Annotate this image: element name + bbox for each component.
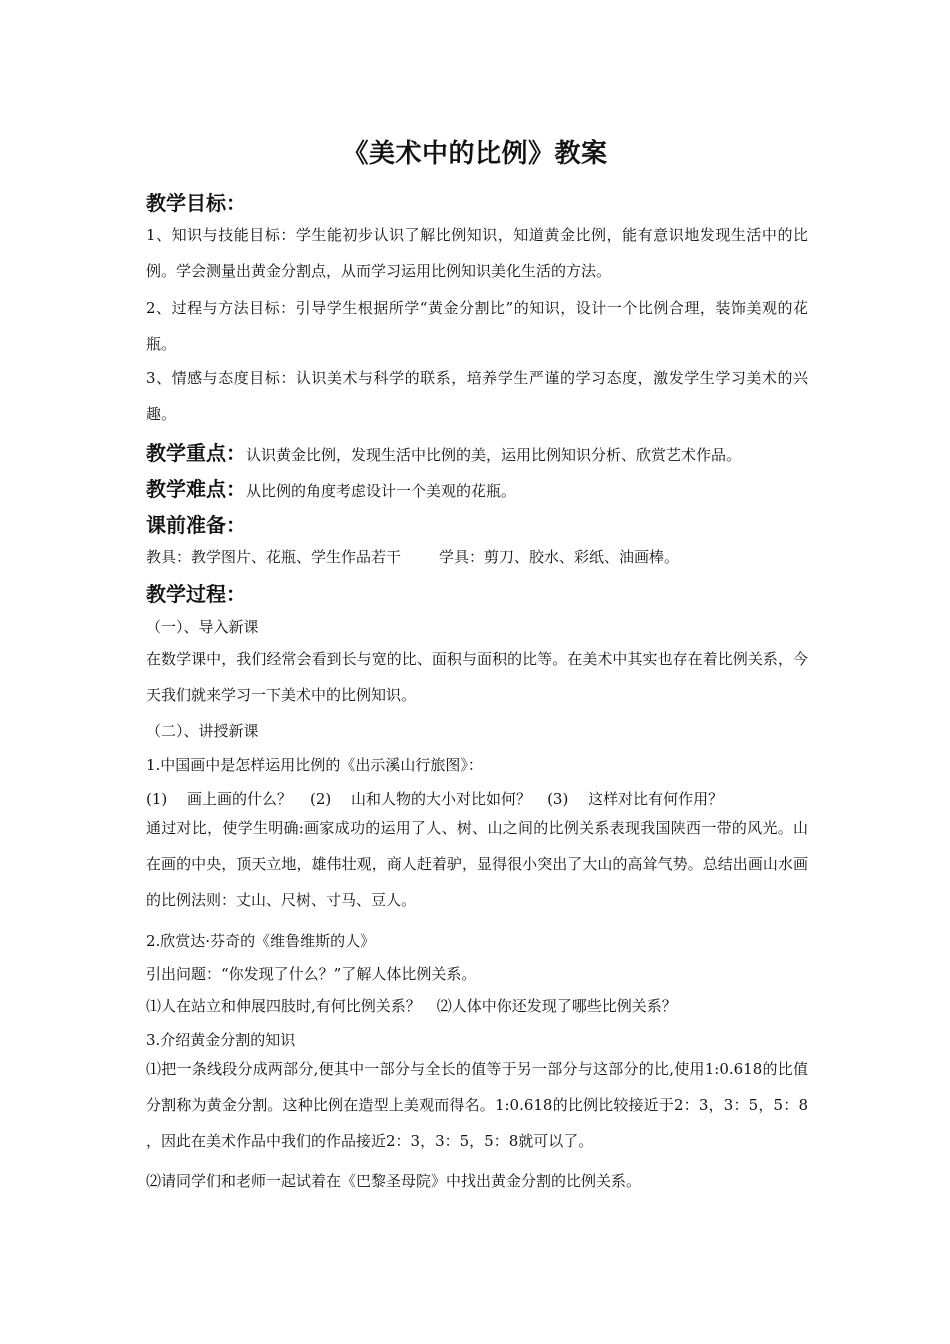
- objective-item-3: 3、情感与态度目标：认识美术与科学的联系，培养学生严谨的学习态度，激发学生学习美术的兴趣。: [146, 369, 808, 423]
- preparation-line: [146, 546, 679, 567]
- section1-question-2: (2) 山和人物的大小对比如何？: [310, 790, 532, 808]
- part2-title: （二）、讲授新课: [146, 722, 259, 740]
- process-heading: 教学过程：: [146, 582, 246, 606]
- section2-question-2: ⑵人体中你还发现了哪些比例关系？: [436, 997, 677, 1015]
- section3-item-2: ⑵请同学们和老师一起试着在《巴黎圣母院》中找出黄金分割的比例关系。: [146, 1172, 642, 1190]
- section1-text: 通过对比，使学生明确:画家成功的运用了人、树、山之间的比例关系表现我国陕西一带的风光。山在画的中央，顶天立地，雄伟壮观，商人赶着驴，显得很小突出了大山的高耸气势。总结出画山水画的比例法则：丈山、尺树、寸马、豆人。: [146, 819, 808, 909]
- section2-questions: [146, 995, 677, 1016]
- objective-item-1: 1、知识与技能目标：学生能初步认识了解比例知识，知道黄金比例，能有意识地发现生活中的比例。学会测量出黄金分割点，从而学习运用比例知识美化生活的方法。: [146, 226, 808, 280]
- objectives-heading: 教学目标：: [146, 191, 246, 215]
- key-point-heading: 教学重点：: [146, 441, 246, 465]
- section3-title: 3.介绍黄金分割的知识: [146, 1031, 296, 1049]
- objective-item-2: 2、过程与方法目标：引导学生根据所学“黄金分割比”的知识，设计一个比例合理，装饰美观的花瓶。: [146, 299, 808, 353]
- part1-text: 在数学课中，我们经常会看到长与宽的比、面积与面积的比等。在美术中其实也存在着比例关系，今天我们就来学习一下美术中的比例知识。: [146, 650, 808, 704]
- student-materials: 学具：剪刀、胶水、彩纸、油画棒。: [439, 548, 680, 566]
- key-point-text: 认识黄金比例，发现生活中比例的美，运用比例知识分析、欣赏艺术作品。: [246, 446, 742, 464]
- document-title: 《美术中的比例》教案: [342, 139, 608, 169]
- section1-questions: [146, 788, 723, 809]
- section2-title: 2.欣赏达·芬奇的《维鲁维斯的人》: [146, 932, 376, 950]
- key-point-section: [146, 437, 741, 466]
- difficulty-section: [146, 473, 516, 502]
- section2-intro: 引出问题：“你发现了什么？”了解人体比例关系。: [146, 965, 477, 983]
- section3-text: ⑴把一条线段分成两部分,便其中一部分与全长的值等于另一部分与这部分的比,使用1:0.618的比值分割称为黄金分割。这种比例在造型上美观而得名。1:0.618的比例比较接近于2：3，3：5，5：8 ，因此在美术作品中我们的作品接近2：3，3：5，5：8就可以了。: [146, 1060, 808, 1150]
- section2-question-1: ⑴人在站立和伸展四肢时,有何比例关系？: [146, 997, 421, 1015]
- section1-question-1: (1) 画上画的什么？: [146, 790, 293, 808]
- difficulty-heading: 教学难点：: [146, 477, 246, 501]
- preparation-heading: 课前准备：: [146, 513, 246, 537]
- section1-title: 1.中国画中是怎样运用比例的《出示溪山行旅图》：: [146, 756, 483, 774]
- section1-question-3: (3) 这样对比有何作用？: [547, 790, 724, 808]
- difficulty-text: 从比例的角度考虑设计一个美观的花瓶。: [246, 482, 517, 500]
- teacher-materials: 教具：教学图片、花瓶、学生作品若干: [146, 548, 402, 566]
- part1-title: （一）、导入新课: [146, 618, 259, 636]
